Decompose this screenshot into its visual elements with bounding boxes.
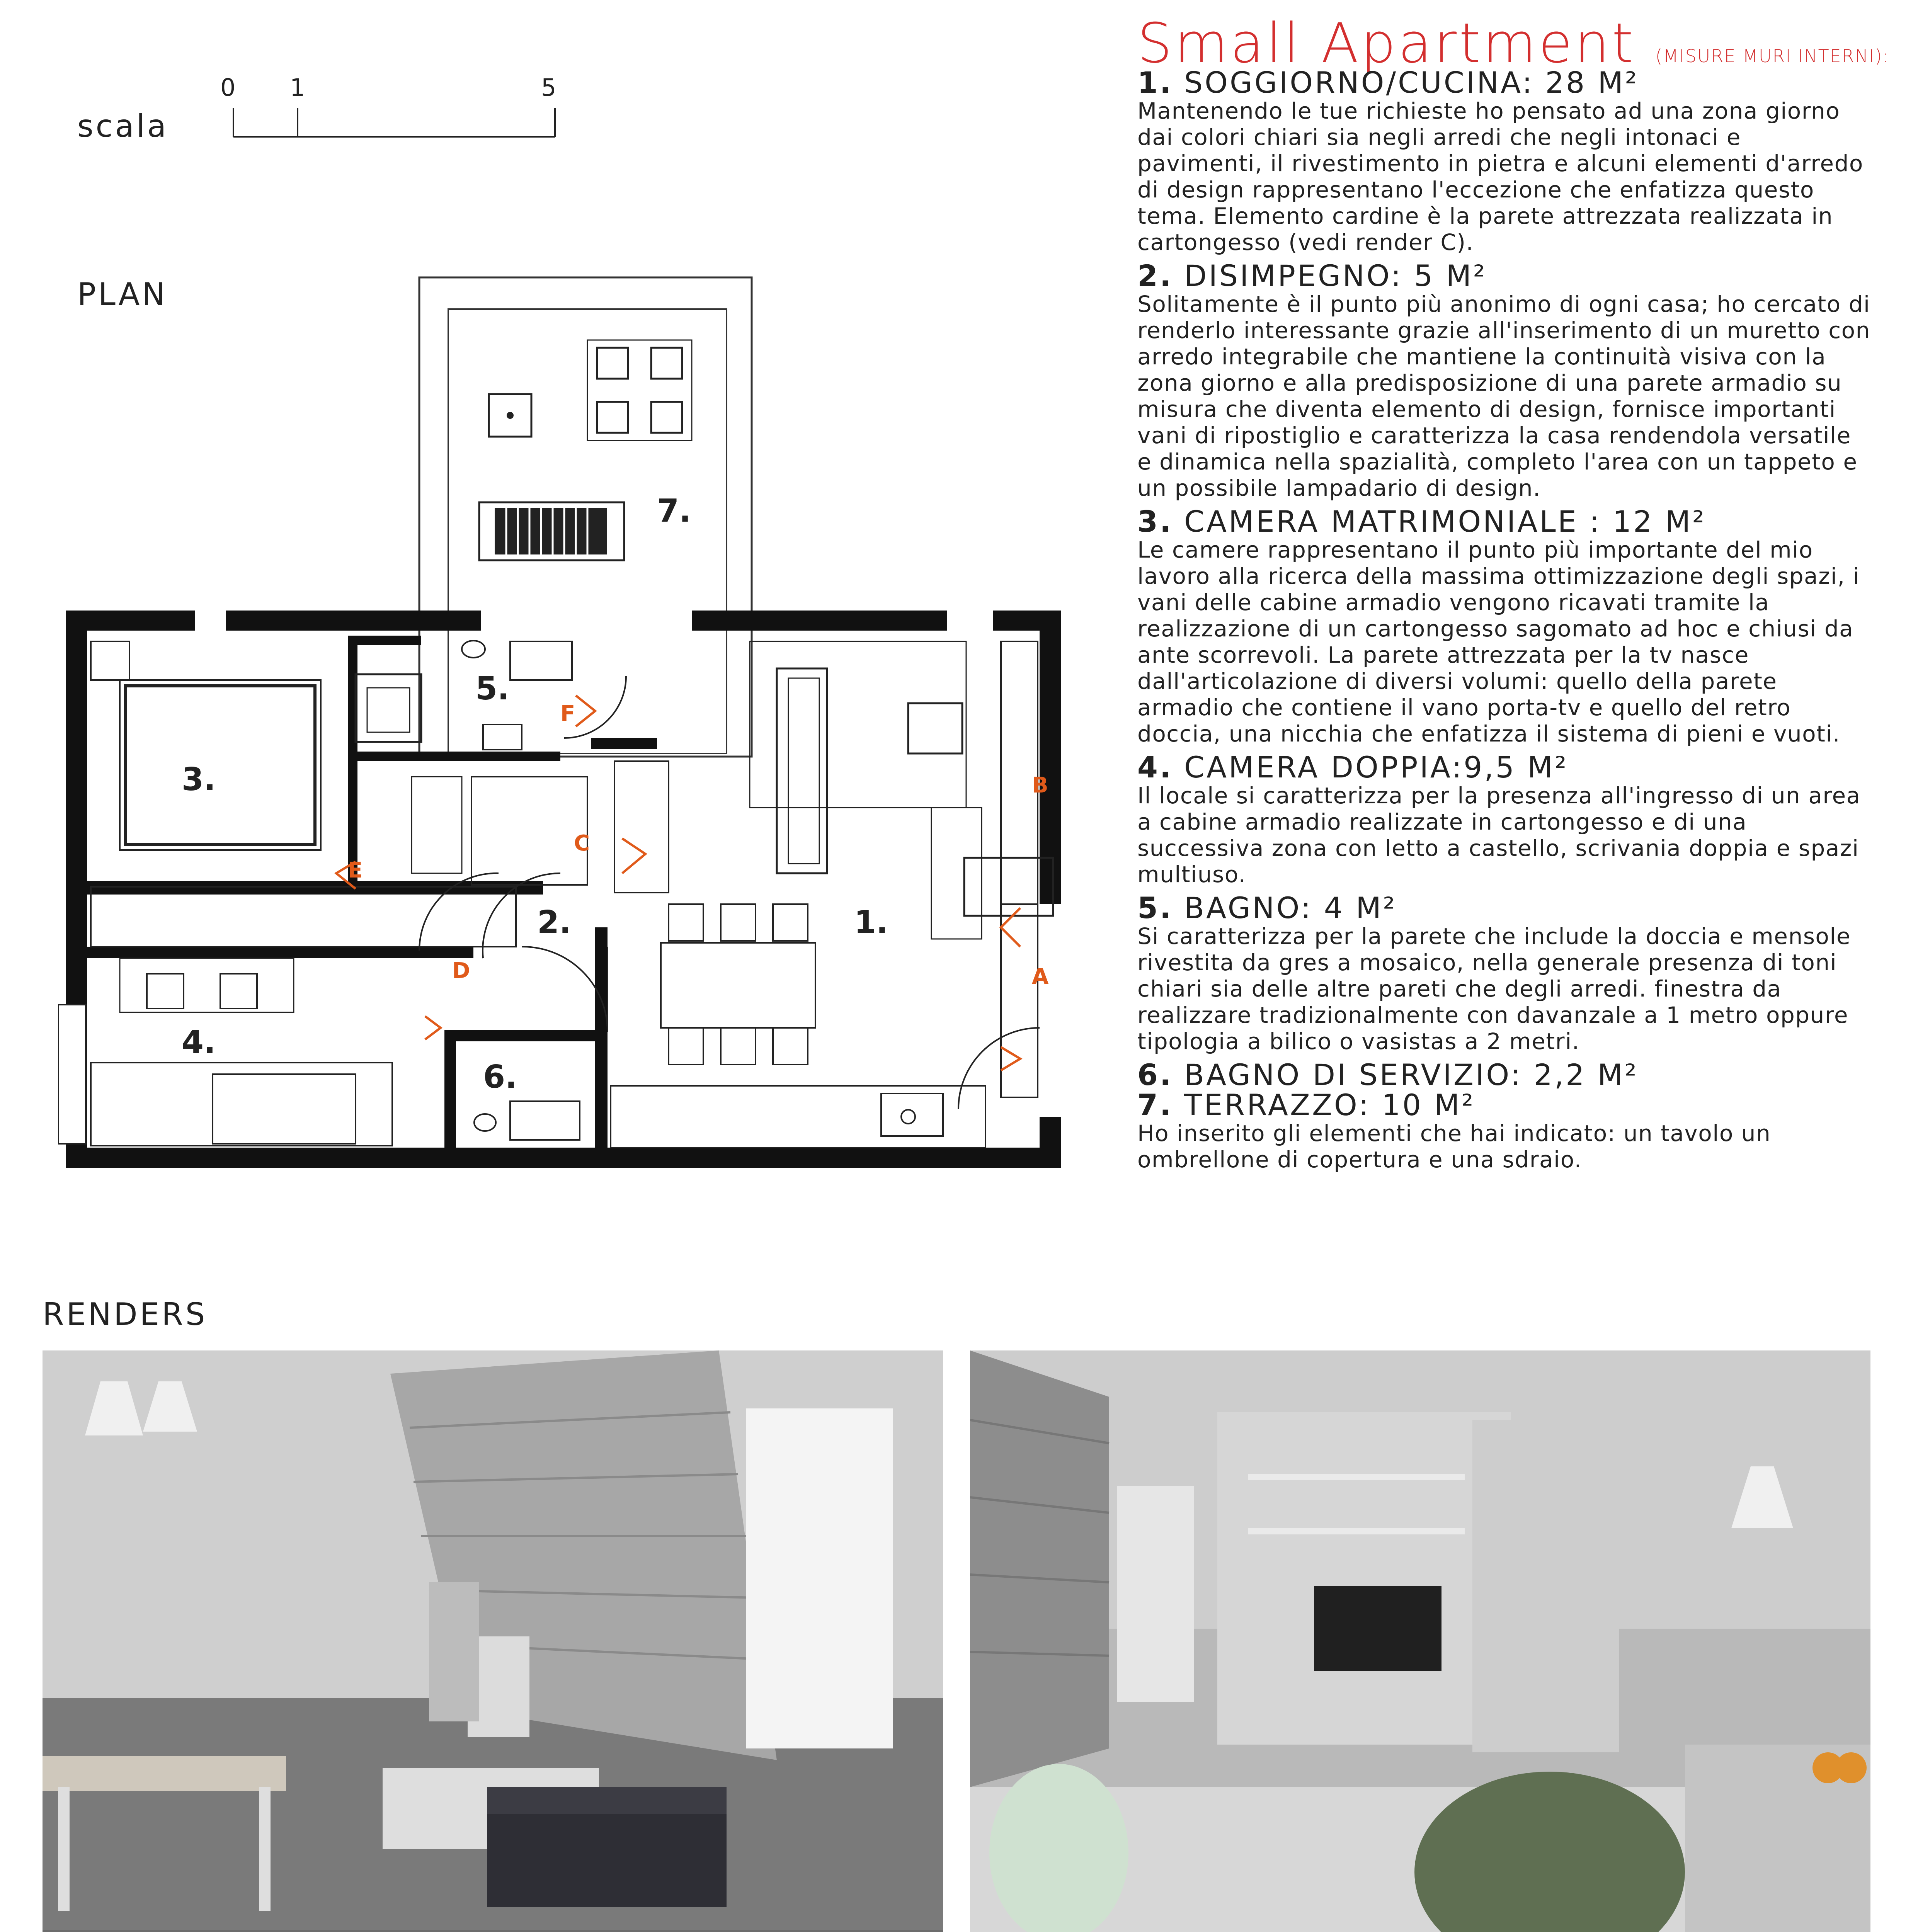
- section-1-number: 1.: [1137, 65, 1173, 100]
- scale-tick-1: 1: [290, 73, 305, 102]
- view-marker-b: B: [1032, 773, 1048, 798]
- section-4-text: Il locale si caratterizza per la presenza all'ingresso di un area a cabine armadio realizzate in cartongesso e di una successiva zona con letto a castello, scrivania doppia e spazi multiuso.: [1137, 782, 1861, 888]
- room-number-3: 3.: [182, 761, 216, 798]
- view-marker-e: E: [348, 858, 363, 883]
- title-text: Small Apartment: [1137, 12, 1636, 75]
- room-number-1: 1.: [854, 904, 888, 941]
- scale-tick-5: 5: [541, 73, 557, 102]
- render-vista-c: [970, 1350, 1870, 1932]
- section-2: [1137, 261, 1872, 501]
- floor-plan-drawing: [58, 270, 1140, 1198]
- section-2-text: Solitamente è il punto più anonimo di ogni casa; ho cercato di renderlo interessante grazie all'inserimento di un muretto con arredo integrabile che mantiene la continuità visiva con la zona giorno e alla predisposizione di una parete armadio su misura che diventa elemento di design, fornisce importanti vani di ripostiglio e caratterizza la casa rendendola versatile e dinamica nella spazialità, completo l'area con un tappeto e un possibile lampadario di design.: [1137, 291, 1870, 501]
- section-3-text: Le camere rappresentano il punto più importante del mio lavoro alla ricerca della massima ottimizzazione degli spazi, i vani delle cabine armadio vengono ricavati tramite la realizzazione di un cartongesso sagomato ad hoc e chiusi da ante scorrevoli. La parete attrezzata per la tv nasce dall'articolazione di diversi volumi: quello della parete armadio che contiene il vano porta-tv e quello del retro doccia, una nicchia che enfatizza il sistema di pieni e vuoti.: [1137, 537, 1860, 747]
- section-7: [1137, 1090, 1872, 1173]
- view-marker-a: A: [1032, 964, 1049, 989]
- section-2-title: DISIMPEGNO: 5 M²: [1184, 259, 1487, 293]
- room-number-6: 6.: [483, 1059, 517, 1095]
- section-1-text: Mantenendo le tue richieste ho pensato ad una zona giorno dai colori chiari sia negli arredi che negli intonaci e pavimenti, il rivestimento in pietra e alcuni elementi d'arredo di design rappresentano l'eccezione che enfatizza questo tema. Elemento cardine è la parete attrezzata realizzata in cartongesso (vedi render C).: [1137, 98, 1864, 255]
- section-5-number: 5.: [1137, 891, 1173, 925]
- section-7-text: Ho inserito gli elementi che hai indicato: un tavolo un ombrellone di copertura e una sdraio.: [1137, 1120, 1771, 1173]
- room-descriptions: [1137, 65, 1872, 1178]
- render-vista-a: [43, 1350, 943, 1932]
- section-1-title: SOGGIORNO/CUCINA: 28 M²: [1184, 65, 1639, 100]
- room-number-2: 2.: [537, 904, 572, 941]
- section-6-number: 6.: [1137, 1058, 1173, 1092]
- view-marker-d: D: [452, 958, 470, 983]
- scale-tick-0: 0: [220, 73, 236, 102]
- renders-heading: RENDERS: [43, 1296, 208, 1332]
- render-a-image: [43, 1350, 943, 1932]
- section-5-title: BAGNO: 4 M²: [1184, 891, 1397, 925]
- render-c-image: [970, 1350, 1870, 1932]
- section-4: [1137, 752, 1872, 888]
- room-number-5: 5.: [475, 670, 510, 707]
- section-5: [1137, 893, 1872, 1054]
- section-3-title: CAMERA MATRIMONIALE : 12 M²: [1184, 504, 1706, 539]
- floor-plan: [58, 270, 1140, 1198]
- section-5-text: Si caratterizza per la parete che include la doccia e mensole rivestita da gres a mosaico, nella generale presenza di toni chiari sia delle altre pareti che degli arredi. finestra da realizzare tradizionalmente con davanzale a 1 metro oppure tipologia a bilico o vasistas a 2 metri.: [1137, 923, 1851, 1054]
- view-marker-c: C: [574, 831, 590, 856]
- title-subtitle: (MISURE MURI INTERNI):: [1655, 46, 1890, 66]
- section-4-number: 4.: [1137, 750, 1173, 784]
- scale-line: [232, 104, 557, 139]
- section-6-title: BAGNO DI SERVIZIO: 2,2 M²: [1184, 1058, 1639, 1092]
- section-1: [1137, 65, 1872, 255]
- scale-label: scala: [77, 108, 168, 144]
- section-2-number: 2.: [1137, 259, 1173, 293]
- view-marker-f: F: [560, 701, 575, 726]
- plan-heading: PLAN: [77, 276, 168, 312]
- section-6: [1137, 1060, 1872, 1090]
- scale-bar: [77, 73, 580, 151]
- room-number-7: 7.: [657, 493, 691, 529]
- section-3: [1137, 504, 1872, 747]
- room-number-4: 4.: [182, 1024, 216, 1061]
- section-7-title: TERRAZZO: 10 M²: [1184, 1088, 1476, 1122]
- section-3-number: 3.: [1137, 504, 1173, 539]
- section-7-number: 7.: [1137, 1088, 1173, 1122]
- section-4-title: CAMERA DOPPIA:9,5 M²: [1184, 750, 1569, 784]
